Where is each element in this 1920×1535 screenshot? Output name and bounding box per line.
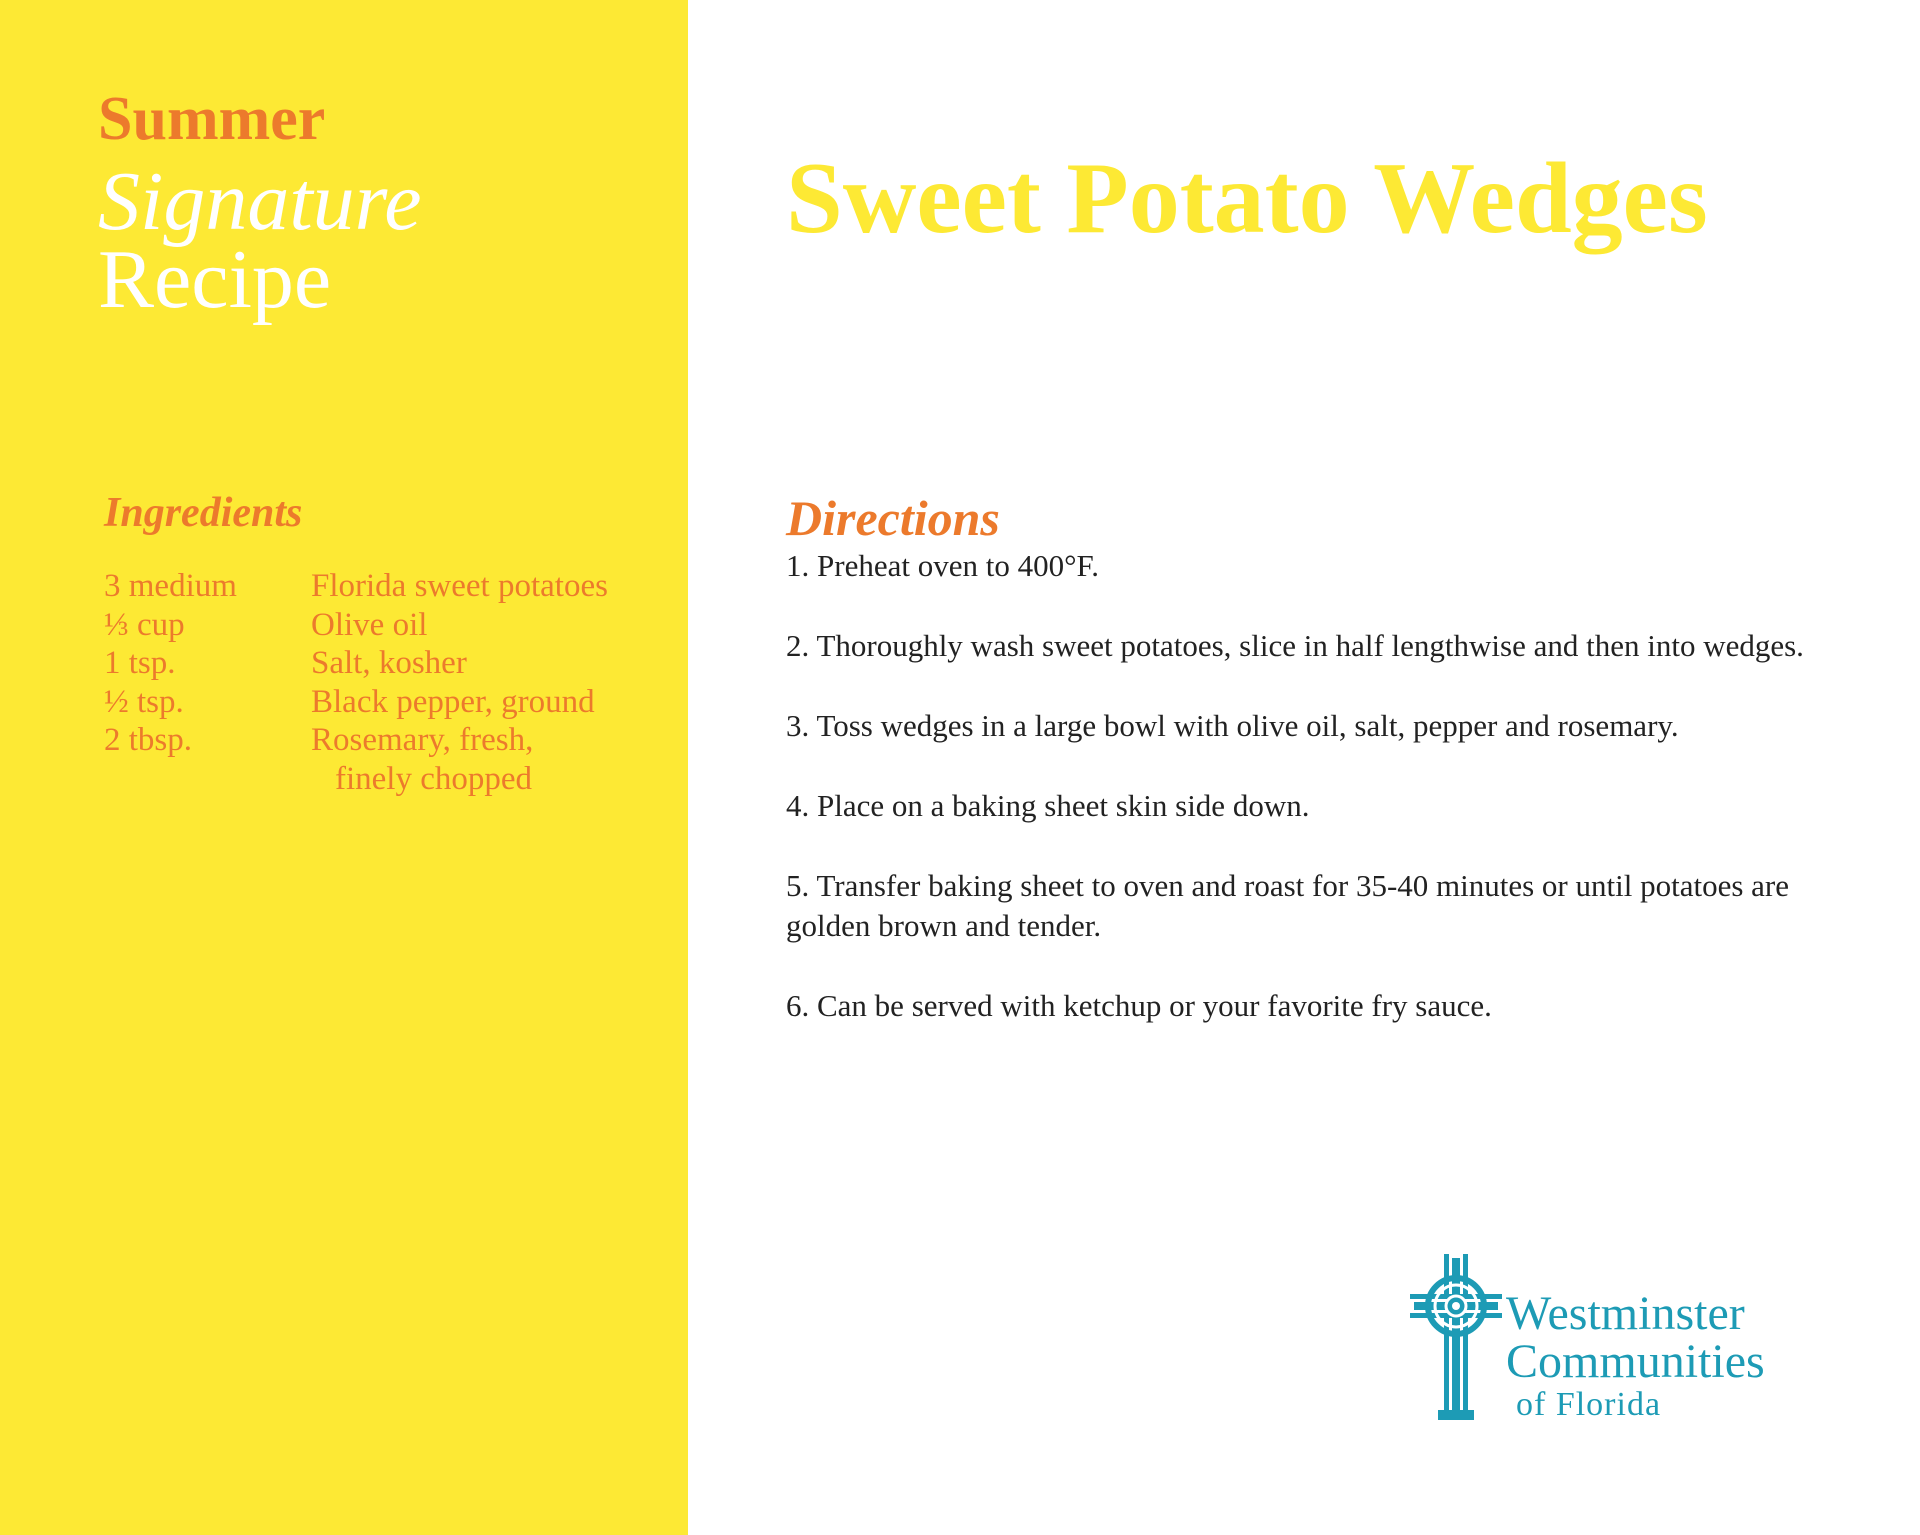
ingredient-row	[104, 606, 664, 645]
direction-step: 5. Transfer baking sheet to oven and roast for 35-40 minutes or until potatoes are golden brown and tender.	[786, 868, 1789, 943]
direction-step: 3. Toss wedges in a large bowl with olive oil, salt, pepper and rosemary.	[786, 708, 1679, 743]
ingredient-quantity: 2 tbsp.	[104, 722, 193, 758]
brand-recipe: Recipe	[98, 233, 332, 326]
direction-step: 4. Place on a baking sheet skin side down.	[786, 788, 1310, 823]
ingredient-name: Florida sweet potatoes	[311, 568, 608, 604]
direction-step: 2. Thoroughly wash sweet potatoes, slice in half lengthwise and then into wedges.	[786, 628, 1804, 663]
ingredient-name	[311, 721, 664, 798]
ingredient-row	[104, 721, 664, 798]
ingredient-quantity: ⅓ cup	[104, 606, 185, 643]
logo-text-communities: Communities	[1506, 1335, 1765, 1388]
logo-text-westminster: Westminster	[1506, 1287, 1745, 1340]
brand-signature: Signature	[98, 155, 422, 248]
directions-list	[786, 546, 1826, 1066]
ingredient-quantity: 1 tsp.	[104, 645, 176, 681]
brand-summer: Summer	[98, 85, 326, 153]
left-panel	[0, 0, 688, 1535]
directions-heading: Directions	[786, 490, 1000, 546]
direction-step: 6. Can be served with ketchup or your favorite fry sauce.	[786, 988, 1492, 1023]
ingredient-list	[104, 567, 664, 798]
celtic-cross-icon	[1408, 1252, 1504, 1422]
ingredients-heading: Ingredients	[104, 490, 303, 536]
ingredient-row	[104, 683, 664, 722]
westminster-logo	[1408, 1252, 1828, 1427]
ingredient-row	[104, 644, 664, 683]
logo-text-of-florida: of Florida	[1516, 1386, 1662, 1423]
direction-step: 1. Preheat oven to 400°F.	[786, 548, 1099, 583]
ingredient-name-continuation: finely chopped	[335, 760, 533, 797]
ingredient-quantity: 3 medium	[104, 568, 237, 604]
ingredient-name: Black pepper, ground	[311, 683, 595, 720]
ingredient-row	[104, 567, 664, 606]
ingredient-name: Salt, kosher	[311, 645, 467, 681]
ingredient-name-line: Rosemary, fresh,	[311, 722, 534, 758]
ingredient-name: Olive oil	[311, 606, 428, 643]
ingredient-quantity: ½ tsp.	[104, 683, 184, 720]
recipe-title: Sweet Potato Wedges	[786, 142, 1708, 255]
